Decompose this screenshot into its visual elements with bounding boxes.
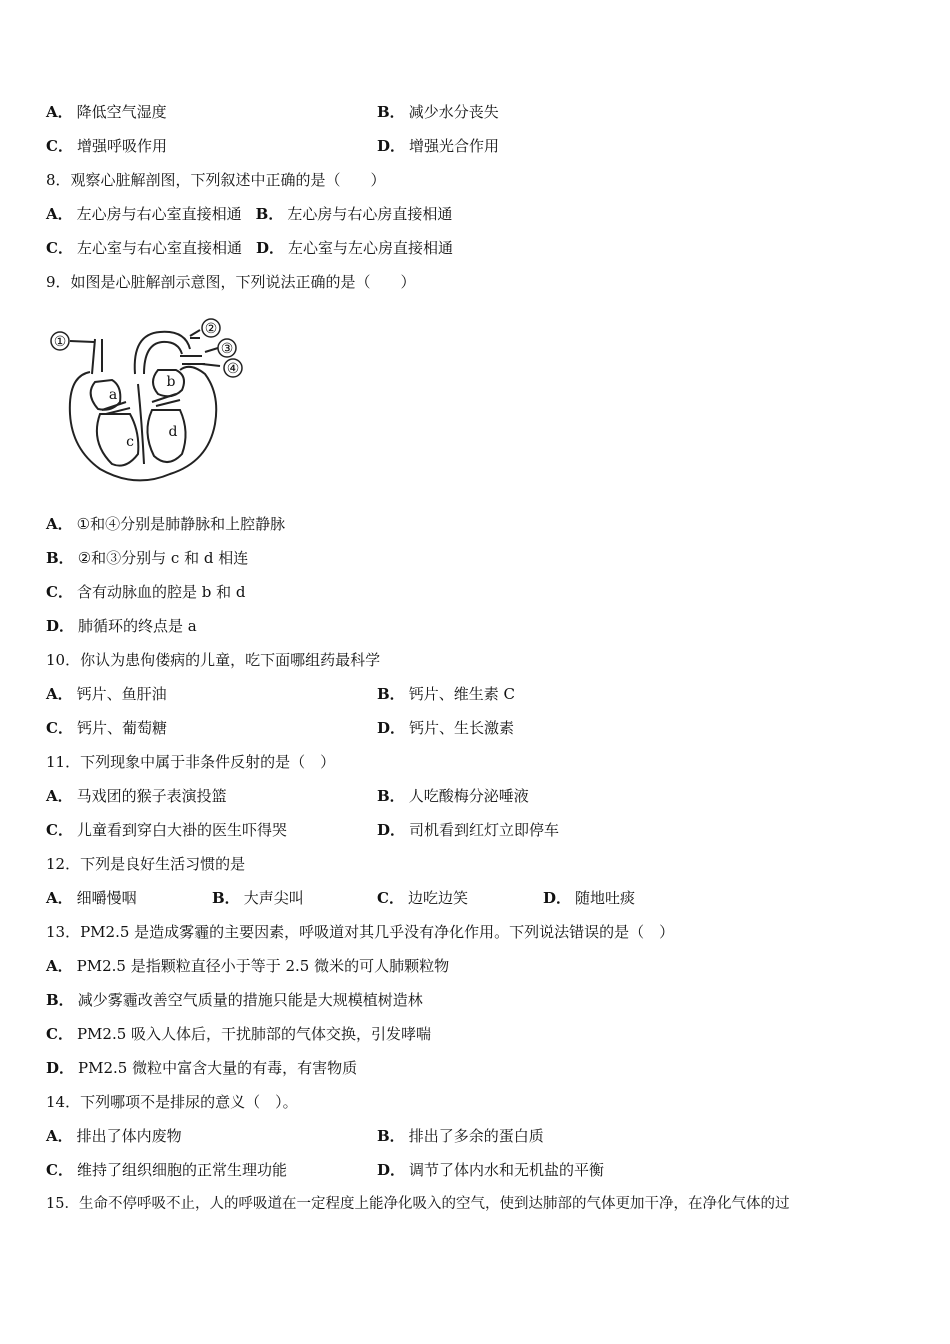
q7-option-d: D． 增强光合作用 [377, 137, 500, 155]
figure-label-d: d [168, 424, 178, 440]
q9-option-d: D． 肺循环的终点是 a [46, 617, 197, 635]
q10-option-d: D． 钙片、生长激素 [377, 719, 515, 737]
figure-label-4: ④ [226, 361, 240, 377]
q12-option-a: A． 细嚼慢咽 [46, 889, 137, 907]
q10-stem: 10．你认为患佝偻病的儿童，吃下面哪组药最科学 [46, 651, 381, 669]
q14-option-b: B． 排出了多余的蛋白质 [377, 1127, 544, 1145]
figure-label-1: ① [53, 334, 67, 350]
figure-label-3: ③ [220, 341, 234, 357]
q8-stem: 8．观察心脏解剖图，下列叙述中正确的是（ ） [46, 171, 386, 189]
q11-stem: 11．下列现象中属于非条件反射的是（ ） [46, 753, 336, 771]
q14-option-a: A． 排出了体内废物 [46, 1127, 182, 1145]
q13-option-a: A． PM2.5 是指颗粒直径小于等于 2.5 微米的可人肺颗粒物 [46, 957, 450, 975]
q12-option-b: B． 大声尖叫 [212, 889, 304, 907]
q14-option-d: D． 调节了体内水和无机盐的平衡 [377, 1161, 605, 1179]
q9-option-a: A． ①和④分别是肺静脉和上腔静脉 [46, 515, 286, 533]
q7-option-b: B． 减少水分丧失 [377, 103, 499, 121]
q13-stem: 13．PM2.5 是造成雾霾的主要因素，呼吸道对其几乎没有净化作用。下列说法错误的是（ ） [46, 923, 675, 941]
q7-option-a: A． 降低空气湿度 [46, 103, 167, 121]
q14-stem: 14．下列哪项不是排尿的意义（ ）。 [46, 1093, 298, 1111]
heart-diagram [40, 314, 250, 489]
q13-option-d: D． PM2.5 微粒中富含大量的有毒，有害物质 [46, 1059, 358, 1077]
q14-option-c: C． 维持了组织细胞的正常生理功能 [46, 1161, 287, 1179]
q10-option-a: A． 钙片、鱼肝油 [46, 685, 167, 703]
figure-label-2: ② [204, 321, 218, 337]
q11-option-b: B． 人吃酸梅分泌唾液 [377, 787, 529, 805]
figure-label-b: b [166, 374, 176, 390]
q7-option-c: C． 增强呼吸作用 [46, 137, 167, 155]
figure-label-a: a [108, 387, 118, 403]
figure-label-c: c [126, 434, 134, 450]
q13-option-c: C． PM2.5 吸入人体后，干扰肺部的气体交换，引发哮喘 [46, 1025, 432, 1043]
q13-option-b: B． 减少雾霾改善空气质量的措施只能是大规模植树造林 [46, 991, 423, 1009]
q9-option-c: C． 含有动脉血的腔是 b 和 d [46, 583, 246, 601]
q9-stem: 9．如图是心脏解剖示意图，下列说法正确的是（ ） [46, 273, 416, 291]
q15-stem: 15．生命不停呼吸不止，人的呼吸道在一定程度上能净化吸入的空气，使到达肺部的气体更加干净，在净化气体的过 [46, 1196, 790, 1212]
q9-option-b: B． ②和③分别与 c 和 d 相连 [46, 549, 249, 567]
q10-option-c: C． 钙片、葡萄糖 [46, 719, 167, 737]
q8-options-cd: C． 左心室与右心室直接相通 D． 左心室与左心房直接相通 [46, 239, 453, 257]
q11-option-c: C． 儿童看到穿白大褂的医生吓得哭 [46, 821, 287, 839]
q12-stem: 12．下列是良好生活习惯的是 [46, 855, 246, 873]
q11-option-d: D． 司机看到红灯立即停车 [377, 821, 560, 839]
q12-option-c: C． 边吃边笑 [377, 889, 468, 907]
q11-option-a: A． 马戏团的猴子表演投篮 [46, 787, 227, 805]
q8-options-ab: A． 左心房与右心室直接相通 B． 左心房与右心房直接相通 [46, 205, 453, 223]
q12-option-d: D． 随地吐痰 [543, 889, 636, 907]
q10-option-b: B． 钙片、维生素 C [377, 685, 515, 703]
